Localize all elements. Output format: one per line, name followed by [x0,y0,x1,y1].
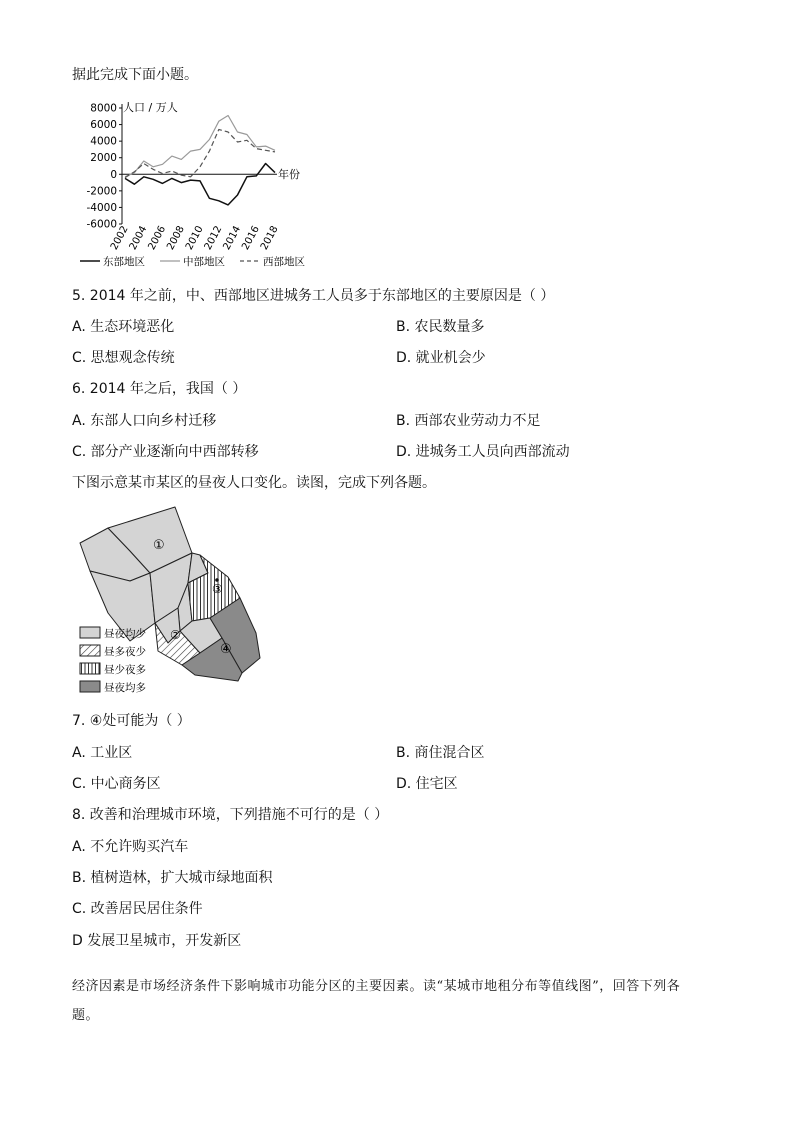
legend-swatch-vertical [80,663,100,674]
legend-label-1: 昼夜均少 [104,628,146,640]
q8-option-b[interactable]: B. 植树造林，扩大城市绿地面积 [72,870,273,886]
x-tick-label: 2012 [202,224,225,252]
intro-text: 据此完成下面小题。 [72,67,198,83]
x-tick-label: 2016 [240,224,262,252]
x-tick-label: 2002 [108,224,131,252]
q6-stem: 6. 2014 年之后，我国（ ） [72,381,247,397]
x-tick-label: 2018 [258,224,281,252]
district-population-map [70,503,270,698]
q8-option-d[interactable]: D 发展卫星城市，开发新区 [72,933,242,949]
y-tick-label: 8000 [90,102,117,115]
legend-label-series-1: 东部地区 [103,256,145,268]
y-tick-label: 6000 [90,119,117,132]
x-tick-label: 2014 [221,224,244,252]
x-tick-label: 2004 [127,224,150,252]
x-tick-label: 2008 [165,224,187,252]
series-line-3 [125,130,275,178]
series-line-2 [125,116,275,177]
q6-option-c[interactable]: C. 部分产业逐渐向中西部转移 [72,444,259,460]
legend-swatch-dark [80,681,100,692]
q6-option-a[interactable]: A. 东部人口向乡村迁移 [72,413,217,429]
intro-text-3-continued: 题。 [72,1008,100,1023]
y-tick-label: -4000 [86,201,117,214]
q8-option-c[interactable]: C. 改善居民居住条件 [72,901,203,917]
map-label-4: ④ [220,642,232,657]
intro-text-2: 下图示意某市某区的昼夜人口变化。读图，完成下列各题。 [72,475,436,491]
q7-option-b[interactable]: B. 商住混合区 [396,745,485,761]
y-tick-label: -6000 [86,218,117,231]
q7-option-a[interactable]: A. 工业区 [72,745,133,761]
x-axis-label: 年份 [278,168,300,181]
legend-label-4: 昼夜均多 [104,682,146,694]
q8-stem: 8. 改善和治理城市环境，下列措施不可行的是（ ） [72,807,389,823]
q5-option-d[interactable]: D. 就业机会少 [396,350,486,366]
map-label-3: ③ [212,582,223,596]
intro-text-3: 经济因素是市场经济条件下影响城市功能分区的主要因素。读“某城市地租分布等值线图”，回答下列各 [72,979,681,994]
q5-option-c[interactable]: C. 思想观念传统 [72,350,175,366]
y-axis-label: 人口 / 万人 [123,101,178,114]
y-tick-label: -2000 [86,185,117,198]
q5-option-a[interactable]: A. 生态环境恶化 [72,319,175,335]
map-label-2: ② [170,628,181,642]
q6-option-b[interactable]: B. 西部农业劳动力不足 [396,413,541,429]
q8-option-a[interactable]: A. 不允许购买汽车 [72,839,189,855]
q7-option-c[interactable]: C. 中心商务区 [72,776,161,792]
series-line-1 [125,164,275,205]
legend-label-2: 昼多夜少 [104,646,146,658]
legend-label-series-3: 西部地区 [263,256,305,268]
q7-stem: 7. ④处可能为（ ） [72,713,191,729]
y-tick-label: 0 [110,168,117,181]
map-legend [80,627,146,694]
legend-label-series-2: 中部地区 [183,256,225,268]
y-tick-label: 2000 [90,152,117,165]
map-label-1: ① [153,538,165,553]
x-tick-label: 2006 [146,224,169,252]
legend-label-3: 昼少夜多 [104,664,146,676]
q5-stem: 5. 2014 年之前，中、西部地区进城务工人员多于东部地区的主要原因是（ ） [72,288,555,304]
y-tick-label: 4000 [90,135,117,148]
q7-option-d[interactable]: D. 住宅区 [396,776,458,792]
q5-option-b[interactable]: B. 农民数量多 [396,319,485,335]
legend-swatch-light [80,627,100,638]
x-tick-label: 2010 [183,224,206,252]
legend-swatch-diagonal [80,645,100,656]
q6-option-d[interactable]: D. 进城务工人员向西部流动 [396,444,570,460]
population-line-chart [70,96,330,276]
